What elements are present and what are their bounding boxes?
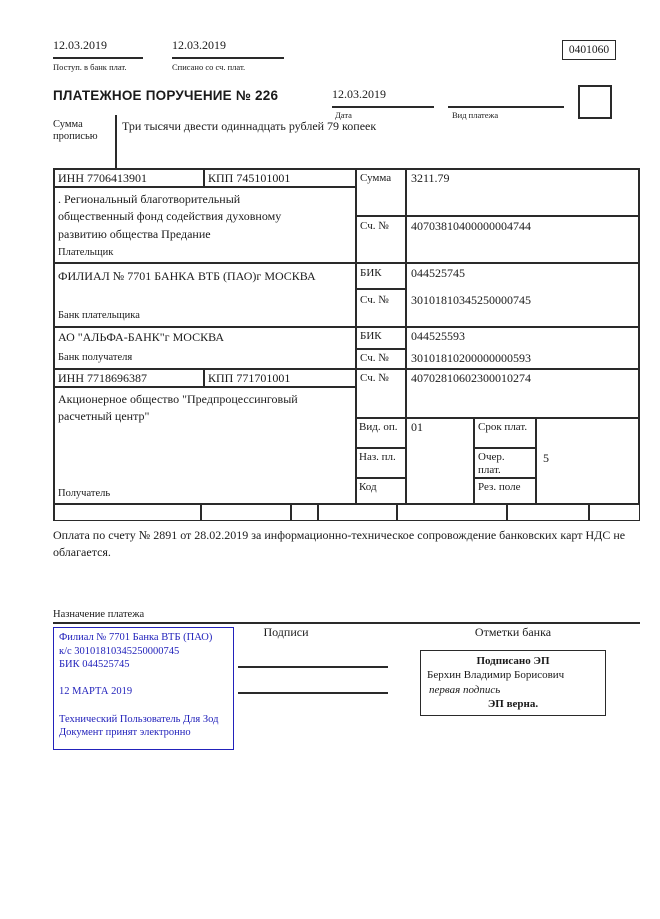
account-op-line: [355, 417, 640, 419]
receiver-bank-section-line: [53, 368, 640, 370]
debited-date-label: Списано со сч. плат.: [172, 62, 246, 72]
purpose-code-label: Наз. пл.: [359, 451, 396, 463]
mini-table-line-2: [535, 417, 537, 505]
esign-signature-type: первая подпись: [429, 683, 501, 696]
receiver-account: 40702810602300010274: [411, 371, 531, 385]
payer-bank-bik: 044525745: [411, 266, 465, 280]
received-date-label: Поступ. в банк плат.: [53, 62, 127, 72]
receiver-bank-account: 30101810200000000593: [411, 351, 531, 365]
bik2-label-line: [355, 348, 406, 350]
bank-stamp-line: Документ принят электронно: [59, 727, 191, 739]
pay-term-label: Срок плат.: [478, 421, 528, 433]
signature-line-2: [238, 692, 388, 694]
extra-fields-line-3: [317, 505, 319, 521]
table-border-right: [638, 168, 640, 505]
bank-marks-label: Отметки банка: [474, 625, 552, 639]
receiver-kpp: КПП 771701001: [208, 371, 291, 385]
inn-kpp-divider-receiver: [203, 368, 205, 386]
extra-fields-row: [53, 505, 640, 521]
extra-fields-line-6: [588, 505, 590, 521]
signature-line-1: [238, 666, 388, 668]
sum-account-line: [355, 215, 640, 217]
purpose-label: Назначение платежа: [53, 609, 145, 620]
signatures-label: Подписи: [263, 625, 309, 639]
esign-title: Подписано ЭП: [476, 655, 550, 667]
op-row-line-right: [473, 447, 536, 449]
debited-date: 12.03.2019: [172, 38, 226, 52]
receiver-inn: ИНН 7718696387: [58, 371, 147, 385]
bank-stamp-line: к/с 30101810345250000745: [59, 645, 180, 657]
bank-stamp-line: Технический Пользователь Для Зод: [59, 713, 219, 725]
extra-fields-line-4: [396, 505, 398, 521]
sum-value: 3211.79: [411, 171, 450, 185]
receiver-bank-name: АО "АЛЬФА-БАНК"г МОСКВА: [58, 330, 225, 344]
bik1-label-line: [355, 288, 406, 290]
bank-stamp-line: 12 МАРТА 2019: [59, 685, 133, 697]
amount-words-divider: [115, 115, 117, 168]
reserve-field-label: Рез. поле: [478, 481, 521, 493]
op-row-line-left: [355, 447, 406, 449]
payer-bank-bik-label: БИК: [360, 267, 382, 279]
extra-fields-line-5: [506, 505, 508, 521]
document-title: ПЛАТЕЖНОЕ ПОРУЧЕНИЕ № 226: [53, 88, 279, 103]
bank-stamp-line: Филиал № 7701 Банка ВТБ (ПАО): [59, 632, 213, 643]
receiver-bank-bik-label: БИК: [360, 330, 382, 342]
receiver-name: Акционерное общество "Предпроцессинговый расчетный центр": [58, 392, 298, 424]
payer-inn: ИНН 7706413901: [58, 171, 147, 185]
label-column-right-line: [405, 168, 407, 505]
debited-date-underline: [172, 57, 284, 59]
payment-type-box: [578, 85, 612, 119]
sum-label: Сумма: [360, 172, 392, 184]
receiver-account-label: Сч. №: [360, 372, 389, 384]
inn-kpp-divider-payer: [203, 168, 205, 186]
purpose-underline: [53, 622, 640, 624]
receiver-inn-row-line: [53, 386, 355, 388]
bank-stamp: [53, 627, 234, 750]
payer-bank-section-line: [53, 326, 640, 328]
op-type-value: 01: [411, 420, 423, 434]
payer-account-label: Сч. №: [360, 220, 389, 232]
payer-name: . Региональный благотворительный общественный фонд содействия духовному развитию общества Предание: [58, 192, 282, 241]
document-date-label: Дата: [335, 110, 352, 120]
op-type-label: Вид. оп.: [359, 421, 398, 433]
code-label: Код: [359, 481, 377, 493]
extra-fields-line-l: [53, 505, 55, 521]
esign-stamp: [420, 650, 606, 716]
form-code-box: 0401060: [562, 40, 616, 60]
received-date: 12.03.2019: [53, 38, 107, 52]
pay-order-label: Очер. плат.: [478, 451, 505, 477]
payer-section-line: [53, 262, 640, 264]
bank-stamp-line: БИК 044525745: [59, 659, 130, 671]
payer-account: 40703810400000004744: [411, 219, 531, 233]
extra-fields-line-1: [200, 505, 202, 521]
extra-fields-line-2: [290, 505, 292, 521]
amount-words-value: Три тысячи двести одиннадцать рублей 79 копеек: [122, 119, 377, 133]
received-date-underline: [53, 57, 143, 59]
table-border-left: [53, 168, 55, 505]
payer-kpp: КПП 745101001: [208, 171, 291, 185]
amount-words-label: Сумма прописью: [53, 119, 98, 143]
payer-inn-row-line: [53, 186, 355, 188]
payment-type-underline: [448, 106, 564, 108]
label-column-left-line: [355, 168, 357, 505]
extra-fields-bottom-line: [53, 520, 640, 522]
payer-bank-label: Банк плательщика: [58, 310, 140, 321]
receiver-label: Получатель: [58, 488, 111, 499]
payer-bank-account: 30101810345250000745: [411, 293, 531, 307]
esign-verified: ЭП верна.: [487, 697, 539, 710]
payment-type-label: Вид платежа: [452, 110, 499, 120]
receiver-bank-label: Банк получателя: [58, 352, 133, 363]
purpose-text: Оплата по счету № 2891 от 28.02.2019 за информационно-техническое сопровождение банковских карт НДС не облагается.: [53, 528, 626, 559]
document-date-underline: [332, 106, 434, 108]
payer-bank-name: ФИЛИАЛ № 7701 БАНКА ВТБ (ПАО)г МОСКВА: [58, 269, 316, 283]
extra-fields-line-r: [639, 505, 641, 521]
receiver-bank-bik: 044525593: [411, 329, 465, 343]
esign-signer: Берхин Владимир Борисович: [427, 669, 565, 682]
naz-row-line-left: [355, 477, 406, 479]
payer-label: Плательщик: [58, 247, 114, 258]
document-date: 12.03.2019: [332, 87, 386, 101]
pay-order-value: 5: [543, 451, 549, 465]
receiver-bank-account-label: Сч. №: [360, 352, 389, 364]
mini-table-line-1: [473, 417, 475, 505]
requisites-table: [53, 168, 640, 505]
payer-bank-account-label: Сч. №: [360, 294, 389, 306]
table-border-top: [53, 168, 640, 170]
